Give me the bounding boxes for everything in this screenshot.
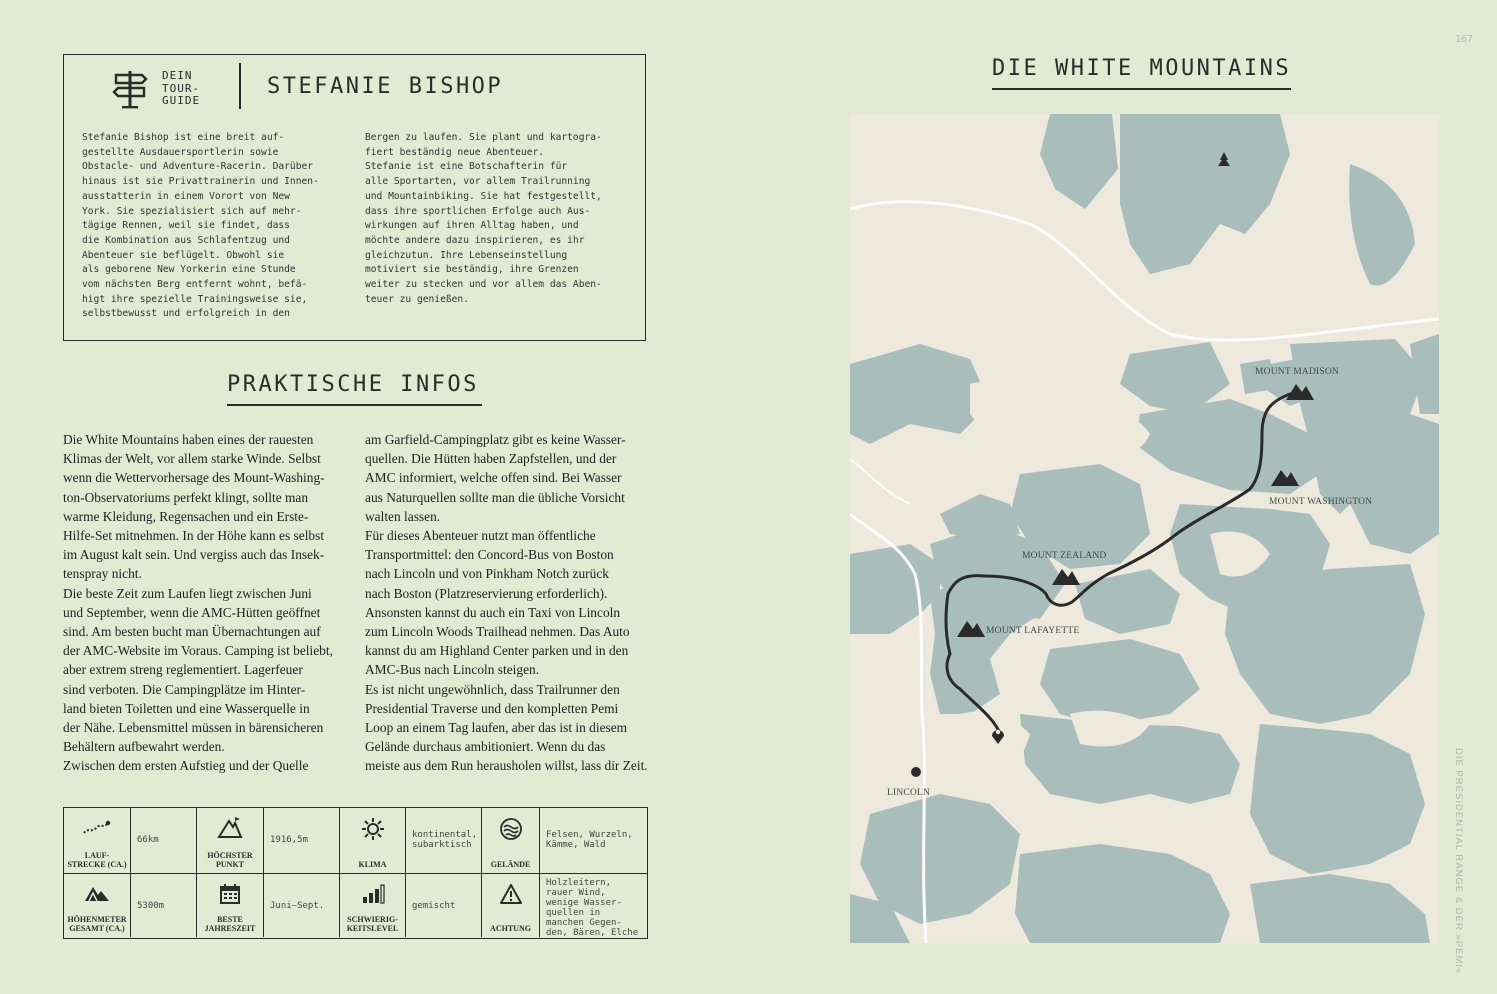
fact-icon-cell bbox=[482, 808, 540, 873]
map-graphic bbox=[850, 114, 1439, 943]
fact-label-line: GESAMT (CA.) bbox=[69, 924, 125, 933]
label-lincoln: LINCOLN bbox=[887, 788, 931, 798]
map bbox=[850, 114, 1439, 943]
text-line: Presidential Traverse und den kompletten Pemi bbox=[365, 700, 619, 716]
text-line: der Nähe. Lebensmittel müssen in bärensicheren bbox=[63, 720, 324, 736]
fact-value-line: Holzleitern, bbox=[546, 878, 612, 888]
fact-value bbox=[131, 874, 197, 937]
fact-value-line: manchen Gegen- bbox=[546, 918, 622, 928]
bio-line: als geborene New Yorkerin eine Stunde bbox=[82, 264, 296, 276]
text-line: aber extrem streng reglementiert. Lagerfeuer bbox=[63, 662, 303, 678]
bio-line: alle Sportarten, vor allem Trailrunning bbox=[365, 176, 591, 188]
fact-label-line: KEITSLEVEL bbox=[346, 924, 399, 933]
bio-line: die Kombination aus Schlafentzug und bbox=[82, 234, 290, 246]
bio-line: weiter zu stecken und vor allem das Aben- bbox=[365, 279, 602, 291]
text-line: und September, wenn die AMC-Hütten geöffnet bbox=[63, 604, 321, 620]
text-line: nach Boston (Platzreservierung erforderlich). bbox=[365, 585, 608, 601]
label-mount-lafayette: MOUNT LAFAYETTE bbox=[986, 626, 1080, 636]
fact-value-line: 66km bbox=[137, 835, 159, 845]
text-line: land bieten Toiletten und eine Wasserquelle in bbox=[63, 700, 310, 716]
text-line: AMC informiert, welche offen sind. Bei Wasser bbox=[365, 470, 622, 486]
fact-label-line: JAHRESZEIT bbox=[204, 924, 256, 933]
bio-line: gestellte Ausdauersportlerin sowie bbox=[82, 146, 279, 158]
facts-table bbox=[63, 807, 648, 939]
fact-label-line: HÖCHSTER bbox=[207, 851, 253, 860]
fact-value-line: rauer Wind, bbox=[546, 888, 606, 898]
fact-label bbox=[482, 860, 539, 869]
tag-line: GUIDE bbox=[162, 94, 201, 108]
text-line: der AMC-Website im Voraus. Camping ist beliebt, bbox=[63, 643, 333, 659]
tour-guide-tag bbox=[162, 70, 200, 108]
bio-line: Stefanie ist eine Botschafterin für bbox=[365, 161, 568, 173]
text-line: Zwischen dem ersten Aufstieg und der Quelle bbox=[63, 758, 309, 774]
fact-label bbox=[340, 915, 405, 933]
text-line: sind verboten. Die Campingplätze im Hinter- bbox=[63, 681, 306, 697]
running-footer: DIE PRESIDENTIAL RANGE & DER »PEMI« bbox=[1453, 748, 1464, 975]
fact-value-line: Juni–Sept. bbox=[270, 901, 325, 911]
text-line: warme Kleidung, Regensachen und ein Erste- bbox=[63, 508, 309, 524]
text-line: kannst du am Highland Center parken und in den bbox=[365, 643, 629, 659]
bio-line: Stefanie Bishop ist eine breit auf- bbox=[82, 132, 285, 143]
fact-value-line: Felsen, Wurzeln, bbox=[546, 830, 633, 840]
fact-label-line: PUNKT bbox=[216, 860, 244, 869]
bio-line: selbstbewusst und erfolgreich in den bbox=[82, 308, 290, 320]
fact-value-line: gemischt bbox=[412, 901, 456, 911]
text-line: am Garfield-Campingplatz gibt es keine Wasser- bbox=[365, 432, 626, 447]
infos-title-rule bbox=[227, 404, 482, 406]
bio-line: tägige Rennen, weil sie findet, dass bbox=[82, 220, 290, 232]
fact-icon-cell bbox=[197, 808, 264, 873]
map-title-rule bbox=[992, 88, 1291, 90]
text-line: Loop an einem Tag laufen, aber das ist in diesem bbox=[365, 720, 628, 736]
text-line: ton-Observatoriums perfekt klingt, sollte man bbox=[63, 489, 309, 505]
fact-value-line: Kämme, Wald bbox=[546, 840, 606, 850]
fact-label bbox=[340, 860, 405, 869]
bio-line: gleichzutun. Ihre Lebenseinstellung bbox=[365, 249, 568, 261]
bio-line: motiviert sie beständig, ihre Grenzen bbox=[365, 264, 579, 276]
header-divider bbox=[239, 63, 241, 109]
tag-line: DEIN bbox=[162, 69, 193, 83]
guide-name: STEFANIE BISHOP bbox=[267, 74, 504, 99]
text-line: AMC-Bus nach Lincoln steigen. bbox=[365, 662, 540, 678]
fact-value-line: 5300m bbox=[137, 901, 165, 911]
fact-value-line: kontinental, bbox=[412, 830, 478, 840]
fact-value bbox=[540, 874, 648, 937]
fact-value-line: wenige Wasser- bbox=[546, 898, 622, 908]
text-line: Die White Mountains haben eines der rauesten bbox=[63, 432, 314, 447]
bio-line: Obstacle- und Adventure-Racerin. Darüber bbox=[82, 161, 314, 173]
fact-label-line: GELÄNDE bbox=[490, 860, 531, 869]
fact-label bbox=[197, 851, 263, 869]
bio-line: möchte andere dazu inspirieren, es ihr bbox=[365, 234, 585, 246]
fact-value-line: den, Bären, Elche bbox=[546, 928, 639, 938]
infos-title: PRAKTISCHE INFOS bbox=[227, 372, 479, 397]
fact-label-line: LAUF- bbox=[84, 851, 110, 860]
fact-label-line: STRECKE (CA.) bbox=[67, 860, 127, 869]
text-line: Transportmittel: den Concord-Bus von Boston bbox=[365, 547, 614, 563]
fact-value-line: 1916,5m bbox=[270, 835, 308, 845]
fact-icon-cell bbox=[340, 808, 406, 873]
page-number: 167 bbox=[1454, 34, 1473, 45]
infos-column-1 bbox=[63, 430, 347, 776]
text-line: meiste aus dem Run herausholen willst, lass dir Zeit. bbox=[365, 758, 648, 774]
text-line: Ansonsten kannst du auch ein Taxi von Lincoln bbox=[365, 604, 621, 620]
fact-label-line: BESTE bbox=[217, 915, 243, 924]
map-title: DIE WHITE MOUNTAINS bbox=[992, 56, 1292, 81]
fact-label-line: SCHWIERIG- bbox=[347, 915, 398, 924]
fact-icon-cell bbox=[340, 874, 406, 937]
tour-guide-header bbox=[112, 67, 200, 111]
bio-line: und Mountainbiking. Sie hat festgestellt, bbox=[365, 190, 602, 202]
text-line: Die beste Zeit zum Laufen liegt zwischen Juni bbox=[63, 585, 312, 601]
text-line: im August kalt sein. Und vergiss auch das Insek- bbox=[63, 547, 325, 563]
guide-bio-column-2 bbox=[365, 131, 627, 307]
fact-label bbox=[64, 851, 130, 869]
text-line: tenspray nicht. bbox=[63, 566, 142, 582]
signpost-icon bbox=[112, 69, 148, 109]
text-line: walten lassen. bbox=[365, 508, 441, 524]
fact-icon-cell bbox=[482, 874, 540, 937]
bio-line: fiert beständig neue Abenteuer. bbox=[365, 146, 545, 158]
fact-value bbox=[406, 808, 482, 873]
label-mount-zealand: MOUNT ZEALAND bbox=[1022, 551, 1107, 561]
bio-line: Abenteuer sie beflügelt. Obwohl sie bbox=[82, 249, 285, 261]
fact-label bbox=[482, 924, 539, 933]
text-line: aus Naturquellen sollte man die übliche Vorsicht bbox=[365, 489, 625, 505]
label-mount-madison: MOUNT MADISON bbox=[1255, 367, 1339, 377]
fact-icon-cell bbox=[64, 808, 131, 873]
label-mount-washington: MOUNT WASHINGTON bbox=[1269, 497, 1373, 507]
text-line: Behältern aufbewahrt werden. bbox=[63, 739, 225, 755]
fact-value-line: subarktisch bbox=[412, 840, 472, 850]
text-line: wenn die Wettervorhersage des Mount-Washing- bbox=[63, 470, 325, 486]
fact-value bbox=[540, 808, 648, 873]
fact-label bbox=[64, 915, 130, 933]
text-line: zum Lincoln Woods Trailhead nehmen. Das Auto bbox=[365, 624, 630, 640]
text-line: quellen. Die Hütten haben Zapfstellen, und der bbox=[365, 451, 617, 467]
fact-value bbox=[406, 874, 482, 937]
bio-line: wirkungen auf ihren Alltag haben, und bbox=[365, 220, 579, 232]
fact-icon-cell bbox=[64, 874, 131, 937]
fact-value bbox=[264, 808, 340, 873]
fact-icon-cell bbox=[197, 874, 264, 937]
bio-line: vom nächsten Berg entfernt wohnt, befä- bbox=[82, 279, 308, 291]
bio-line: dass ihre sportlichen Erfolge auch Aus- bbox=[365, 205, 591, 217]
infos-column-2 bbox=[365, 430, 649, 776]
tour-guide-box bbox=[63, 54, 646, 341]
bio-line: hinaus ist sie Privattrainerin und Innen- bbox=[82, 176, 319, 188]
bio-line: teuer zu genießen. bbox=[365, 293, 469, 305]
fact-label-line: HÖHENMETER bbox=[67, 915, 127, 924]
text-line: sind. Am besten bucht man Übernachtungen auf bbox=[63, 624, 321, 640]
bio-line: ausstatterin in einem Vorort von New bbox=[82, 190, 290, 202]
fact-value-line: quellen in bbox=[546, 908, 601, 918]
bio-line: Bergen zu laufen. Sie plant und kartogra- bbox=[365, 132, 602, 143]
bio-line: York. Sie spezialisiert sich auf mehr- bbox=[82, 205, 302, 217]
guide-bio-column-1 bbox=[82, 131, 344, 322]
fact-label-line: ACHTUNG bbox=[490, 924, 531, 933]
text-line: Es ist nicht ungewöhnlich, dass Trailrunner den bbox=[365, 681, 620, 697]
tag-line: TOUR- bbox=[162, 81, 201, 95]
text-line: Hilfe-Set mitnehmen. In der Höhe kann es selbst bbox=[63, 528, 325, 544]
lincoln-dot-icon bbox=[911, 767, 921, 777]
right-page bbox=[749, 0, 1497, 994]
fact-label-line: KLIMA bbox=[358, 860, 387, 869]
text-line: nach Lincoln und von Pinkham Notch zurück bbox=[365, 566, 609, 582]
fact-value bbox=[131, 808, 197, 873]
bio-line: higt ihre spezielle Trainingsweise sie, bbox=[82, 293, 308, 305]
fact-value bbox=[264, 874, 340, 937]
text-line: Klimas der Welt, vor allem starke Winde. Selbst bbox=[63, 451, 321, 467]
text-line: Gelände durchaus ambitioniert. Wenn du das bbox=[365, 739, 606, 755]
text-line: Für dieses Abenteuer nutzt man öffentliche bbox=[365, 528, 596, 544]
fact-label bbox=[197, 915, 263, 933]
